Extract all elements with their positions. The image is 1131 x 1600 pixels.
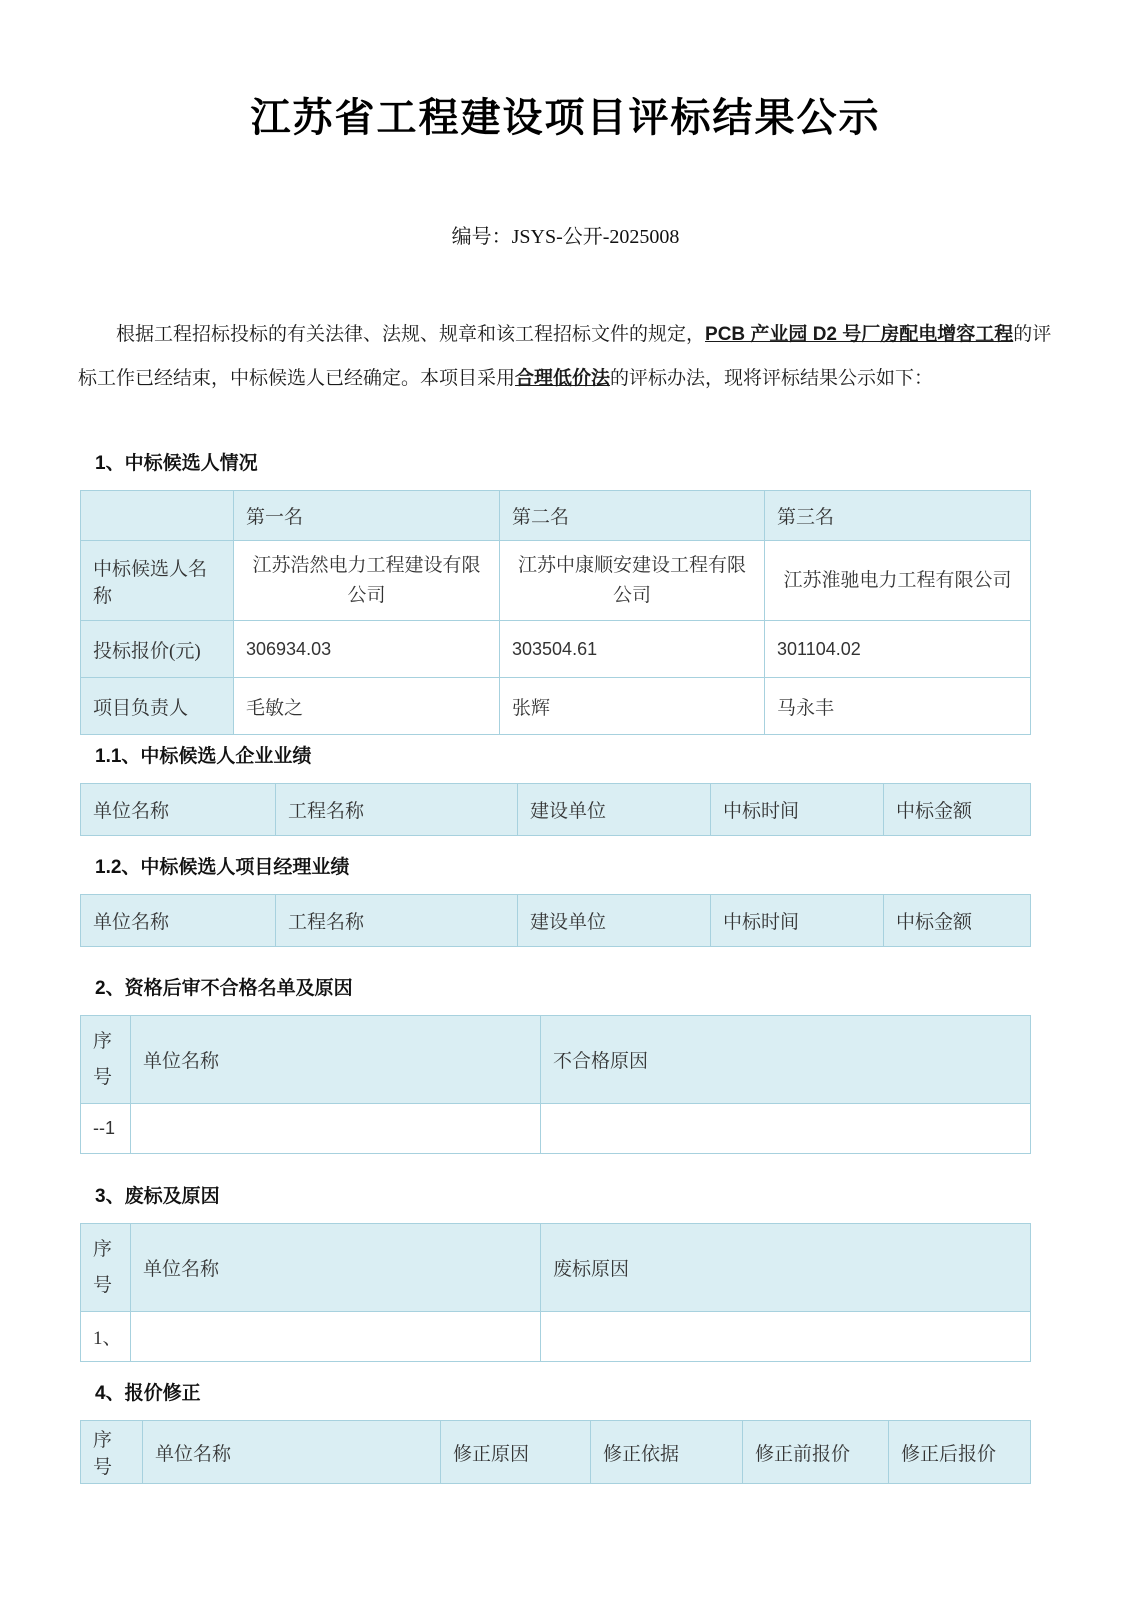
col-seq-no: 序号: [81, 1016, 131, 1104]
candidate-1-manager: 毛敏之: [234, 678, 500, 735]
candidate-3-name: 江苏淮驰电力工程有限公司: [765, 541, 1031, 621]
candidate-1-price: 306934.03: [234, 621, 500, 678]
rejected-row-name: [131, 1312, 541, 1362]
candidate-3-price: 301104.02: [765, 621, 1031, 678]
project-name: PCB 产业园 D2 号厂房配电增容工程: [705, 324, 1014, 345]
col-award-time: 中标时间: [711, 895, 884, 947]
section-2-heading: 2、资格后审不合格名单及原因: [95, 978, 353, 999]
section-4-heading: 4、报价修正: [95, 1383, 201, 1404]
rank-2-header: 第二名: [500, 491, 765, 541]
col-construction-unit: 建设单位: [518, 784, 711, 836]
candidate-2-name: 江苏中康顺安建设工程有限公司: [500, 541, 765, 621]
col-correction-reason: 修正原因: [441, 1421, 591, 1484]
table-row: [81, 784, 1031, 836]
rank-1-header: 第一名: [234, 491, 500, 541]
col-award-amount: 中标金额: [884, 784, 1031, 836]
col-reject-reason: 废标原因: [541, 1224, 1031, 1312]
col-disqualify-reason: 不合格原因: [541, 1016, 1031, 1104]
candidate-3-manager: 马永丰: [765, 678, 1031, 735]
col-project-name: 工程名称: [276, 784, 518, 836]
section-1-1-heading: 1.1、中标候选人企业业绩: [95, 746, 312, 767]
table-row: [81, 491, 1031, 541]
col-construction-unit: 建设单位: [518, 895, 711, 947]
table-row: [81, 678, 1031, 735]
section-1-2-heading: 1.2、中标候选人项目经理业绩: [95, 857, 350, 878]
disqualified-row-name: [131, 1104, 541, 1154]
intro-text-3: 的评标办法，现将评标结果公示如下：: [610, 368, 934, 389]
col-unit-name: 单位名称: [131, 1016, 541, 1104]
evaluation-method: 合理低价法: [515, 368, 611, 389]
winning-candidates-table: [80, 490, 1031, 735]
disqualified-list-table: [80, 1015, 1031, 1154]
table-row: [81, 895, 1031, 947]
enterprise-performance-table: [80, 783, 1031, 836]
rejected-row-seq: 1、: [81, 1312, 131, 1362]
table-row: [81, 1421, 1031, 1484]
col-unit-name: 单位名称: [81, 895, 276, 947]
candidate-1-name: 江苏浩然电力工程建设有限公司: [234, 541, 500, 621]
col-unit-name: 单位名称: [81, 784, 276, 836]
col-price-before: 修正前报价: [743, 1421, 889, 1484]
rank-3-header: 第三名: [765, 491, 1031, 541]
col-project-name: 工程名称: [276, 895, 518, 947]
col-price-after: 修正后报价: [889, 1421, 1031, 1484]
table-row: [81, 1016, 1031, 1104]
intro-text-2: 的评标工作已经结束，中标候选人已经确定。本项目采用: [78, 324, 1052, 389]
rejected-bids-table: [80, 1223, 1031, 1362]
col-unit-name: 单位名称: [143, 1421, 441, 1484]
table-row: [81, 621, 1031, 678]
col-award-time: 中标时间: [711, 784, 884, 836]
doc-number: 编号：JSYS-公开-2025008: [451, 226, 680, 248]
col-correction-basis: 修正依据: [591, 1421, 743, 1484]
col-award-amount: 中标金额: [884, 895, 1031, 947]
candidate-2-price: 303504.61: [500, 621, 765, 678]
price-correction-table: [80, 1420, 1031, 1484]
col-seq-no: 序号: [81, 1421, 143, 1484]
rejected-row-reason: [541, 1312, 1031, 1362]
table-row: [81, 1104, 1031, 1154]
col-unit-name: 单位名称: [131, 1224, 541, 1312]
row-label-bid-price: 投标报价(元): [81, 621, 234, 678]
disqualified-row-seq: --1: [81, 1104, 131, 1154]
disqualified-row-reason: [541, 1104, 1031, 1154]
row-label-candidate-name: 中标候选人名称: [81, 541, 234, 621]
table-row: [81, 541, 1031, 621]
project-manager-performance-table: [80, 894, 1031, 947]
section-1-heading: 1、中标候选人情况: [95, 453, 258, 474]
intro-text-1: 根据工程招标投标的有关法律、法规、规章和该工程招标文件的规定，: [116, 324, 706, 345]
candidate-2-manager: 张辉: [500, 678, 765, 735]
table-row: [81, 1312, 1031, 1362]
col-seq-no: 序号: [81, 1224, 131, 1312]
row-label-project-manager: 项目负责人: [81, 678, 234, 735]
document-title: 江苏省工程建设项目评标结果公示: [250, 95, 881, 140]
intro-paragraph: [78, 313, 1053, 401]
table-row: [81, 1224, 1031, 1312]
corner-empty-cell: [81, 491, 234, 541]
section-3-heading: 3、废标及原因: [95, 1186, 220, 1207]
